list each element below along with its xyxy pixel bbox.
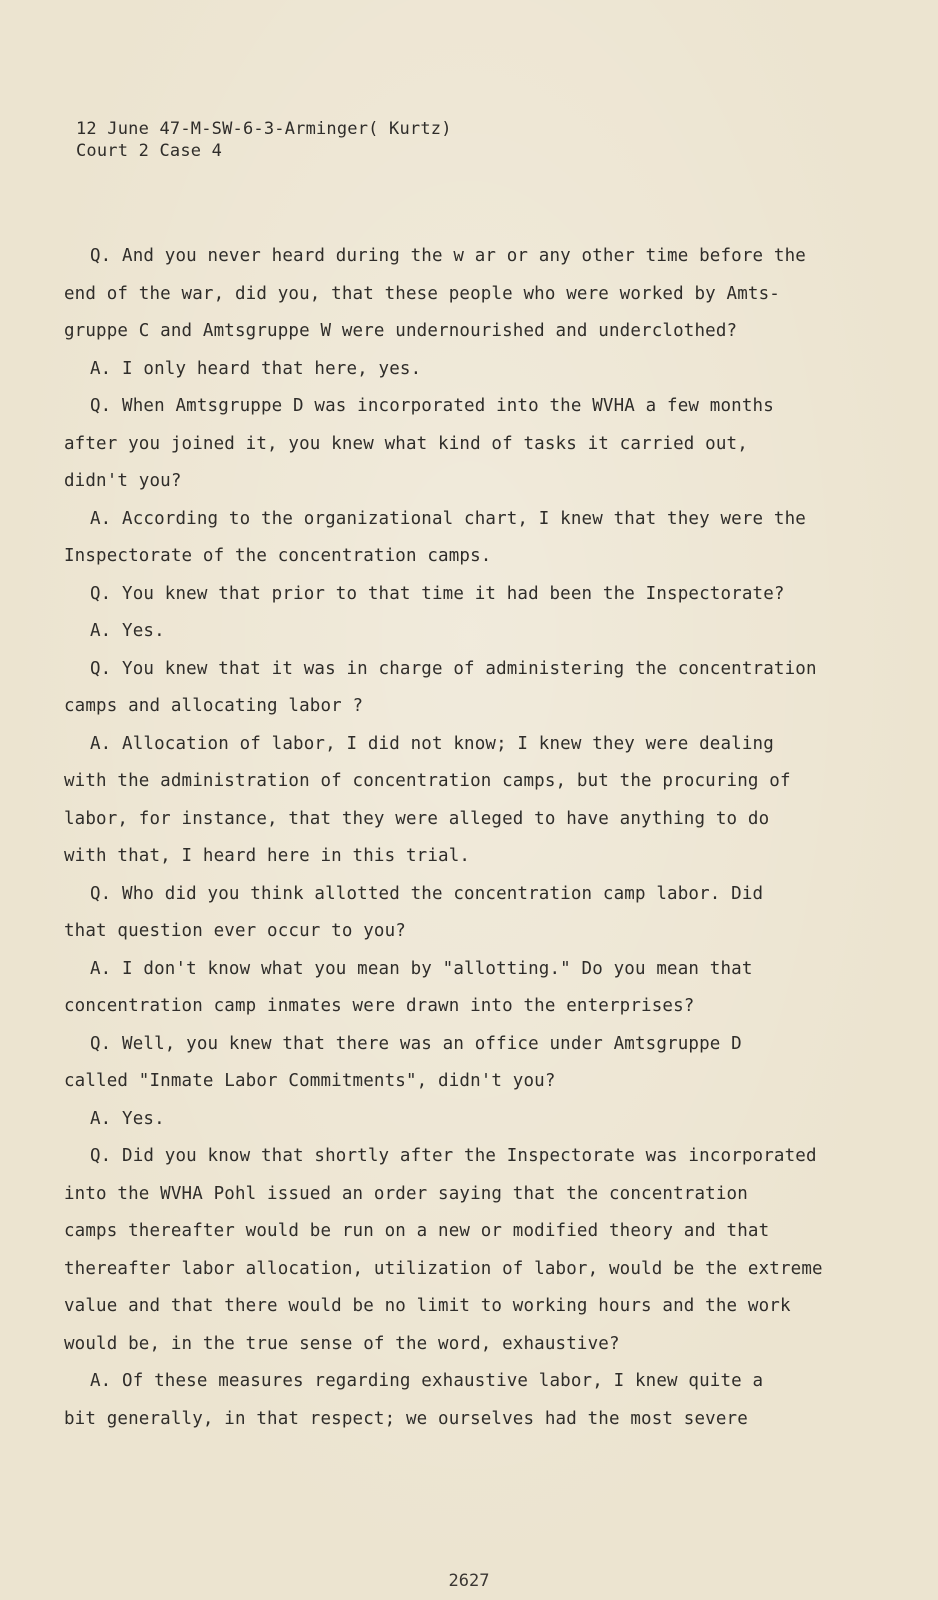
header-reference-line: 12 June 47-M-SW-6-3-Arminger( Kurtz) [76,119,452,139]
transcript-line: didn't you? [64,471,182,491]
transcript-paragraph [64,951,804,1026]
transcript-line: into the WVHA Pohl issued an order saying that the concentration [64,1183,748,1204]
transcript-line: Q. Who did you think allotted the concentration camp labor. Did [90,883,764,904]
document-header [76,118,452,162]
transcript-line: with the administration of concentration camps, but the procuring of [64,771,791,791]
transcript-line: with that, I heard here in this trial. [64,846,471,866]
transcript-line: Inspectorate of the concentration camps. [64,546,492,566]
transcript-paragraph [64,1101,804,1139]
transcript-paragraph [64,613,804,651]
transcript-paragraph [64,388,804,501]
transcript-line: A. Of these measures regarding exhaustive labor, I knew quite a [90,1371,764,1391]
transcript-paragraph [64,576,804,614]
transcript-line: camps thereafter would be run on a new or modified theory and that [64,1221,770,1241]
transcript-paragraph [64,1363,804,1438]
transcript-line: after you joined it, you knew what kind of tasks it carried out, [64,433,748,454]
transcript-line: A. Allocation of labor, I did not know; I knew they were dealing [90,733,774,754]
transcript-line: Q. Well, you knew that there was an office under Amtsgruppe D [90,1033,742,1054]
page-number: 2627 [448,1571,490,1591]
transcript-paragraph [64,876,804,951]
transcript-line: value and that there would be no limit to working hours and the work [64,1296,791,1316]
transcript-line: would be, in the true sense of the word, exhaustive? [64,1333,620,1354]
transcript-line: A. According to the organizational chart, I knew that they were the [90,508,806,529]
transcript-paragraph [64,1138,823,1363]
transcript-paragraph [64,726,804,876]
transcript-line: called "Inmate Labor Commitments", didn't you? [64,1071,556,1091]
transcript-paragraph [64,238,804,351]
header-court-line: Court 2 Case 4 [76,141,223,161]
transcript-paragraph [64,351,804,389]
transcript-line: labor, for instance, that they were alleged to have anything to do [64,808,770,829]
transcript-line: gruppe C and Amtsgruppe W were undernourished and underclothed? [64,321,738,341]
transcript-line: Q. Did you know that shortly after the Inspectorate was incorporated [90,1146,817,1166]
transcript-line: thereafter labor allocation, utilization of labor, would be the extreme [64,1258,823,1279]
transcript-line: A. I don't know what you mean by "allotting." Do you mean that [90,958,753,979]
transcript-line: A. Yes. [90,1108,165,1129]
transcript-line: concentration camp inmates were drawn into the enterprises? [64,996,695,1016]
transcript-line: Q. You knew that it was in charge of administering the concentration [90,658,817,679]
transcript-line: end of the war, did you, that these people who were worked by Amts- [64,283,780,304]
transcript-paragraph [64,501,804,576]
transcript-paragraph [64,651,817,726]
transcript-line: camps and allocating labor ? [64,696,364,716]
transcript-line: Q. When Amtsgruppe D was incorporated into the WVHA a few months [90,396,774,416]
transcript-line: that question ever occur to you? [64,921,406,941]
transcript-line: Q. And you never heard during the w ar or any other time before the [90,246,806,266]
transcript-paragraph [64,1026,804,1101]
transcript-line: A. I only heard that here, yes. [90,358,422,379]
transcript-line: Q. You knew that prior to that time it had been the Inspectorate? [90,583,785,604]
transcript-line: bit generally, in that respect; we ourselves had the most severe [64,1408,748,1429]
transcript-line: A. Yes. [90,621,165,641]
transcript-body [64,238,823,1438]
